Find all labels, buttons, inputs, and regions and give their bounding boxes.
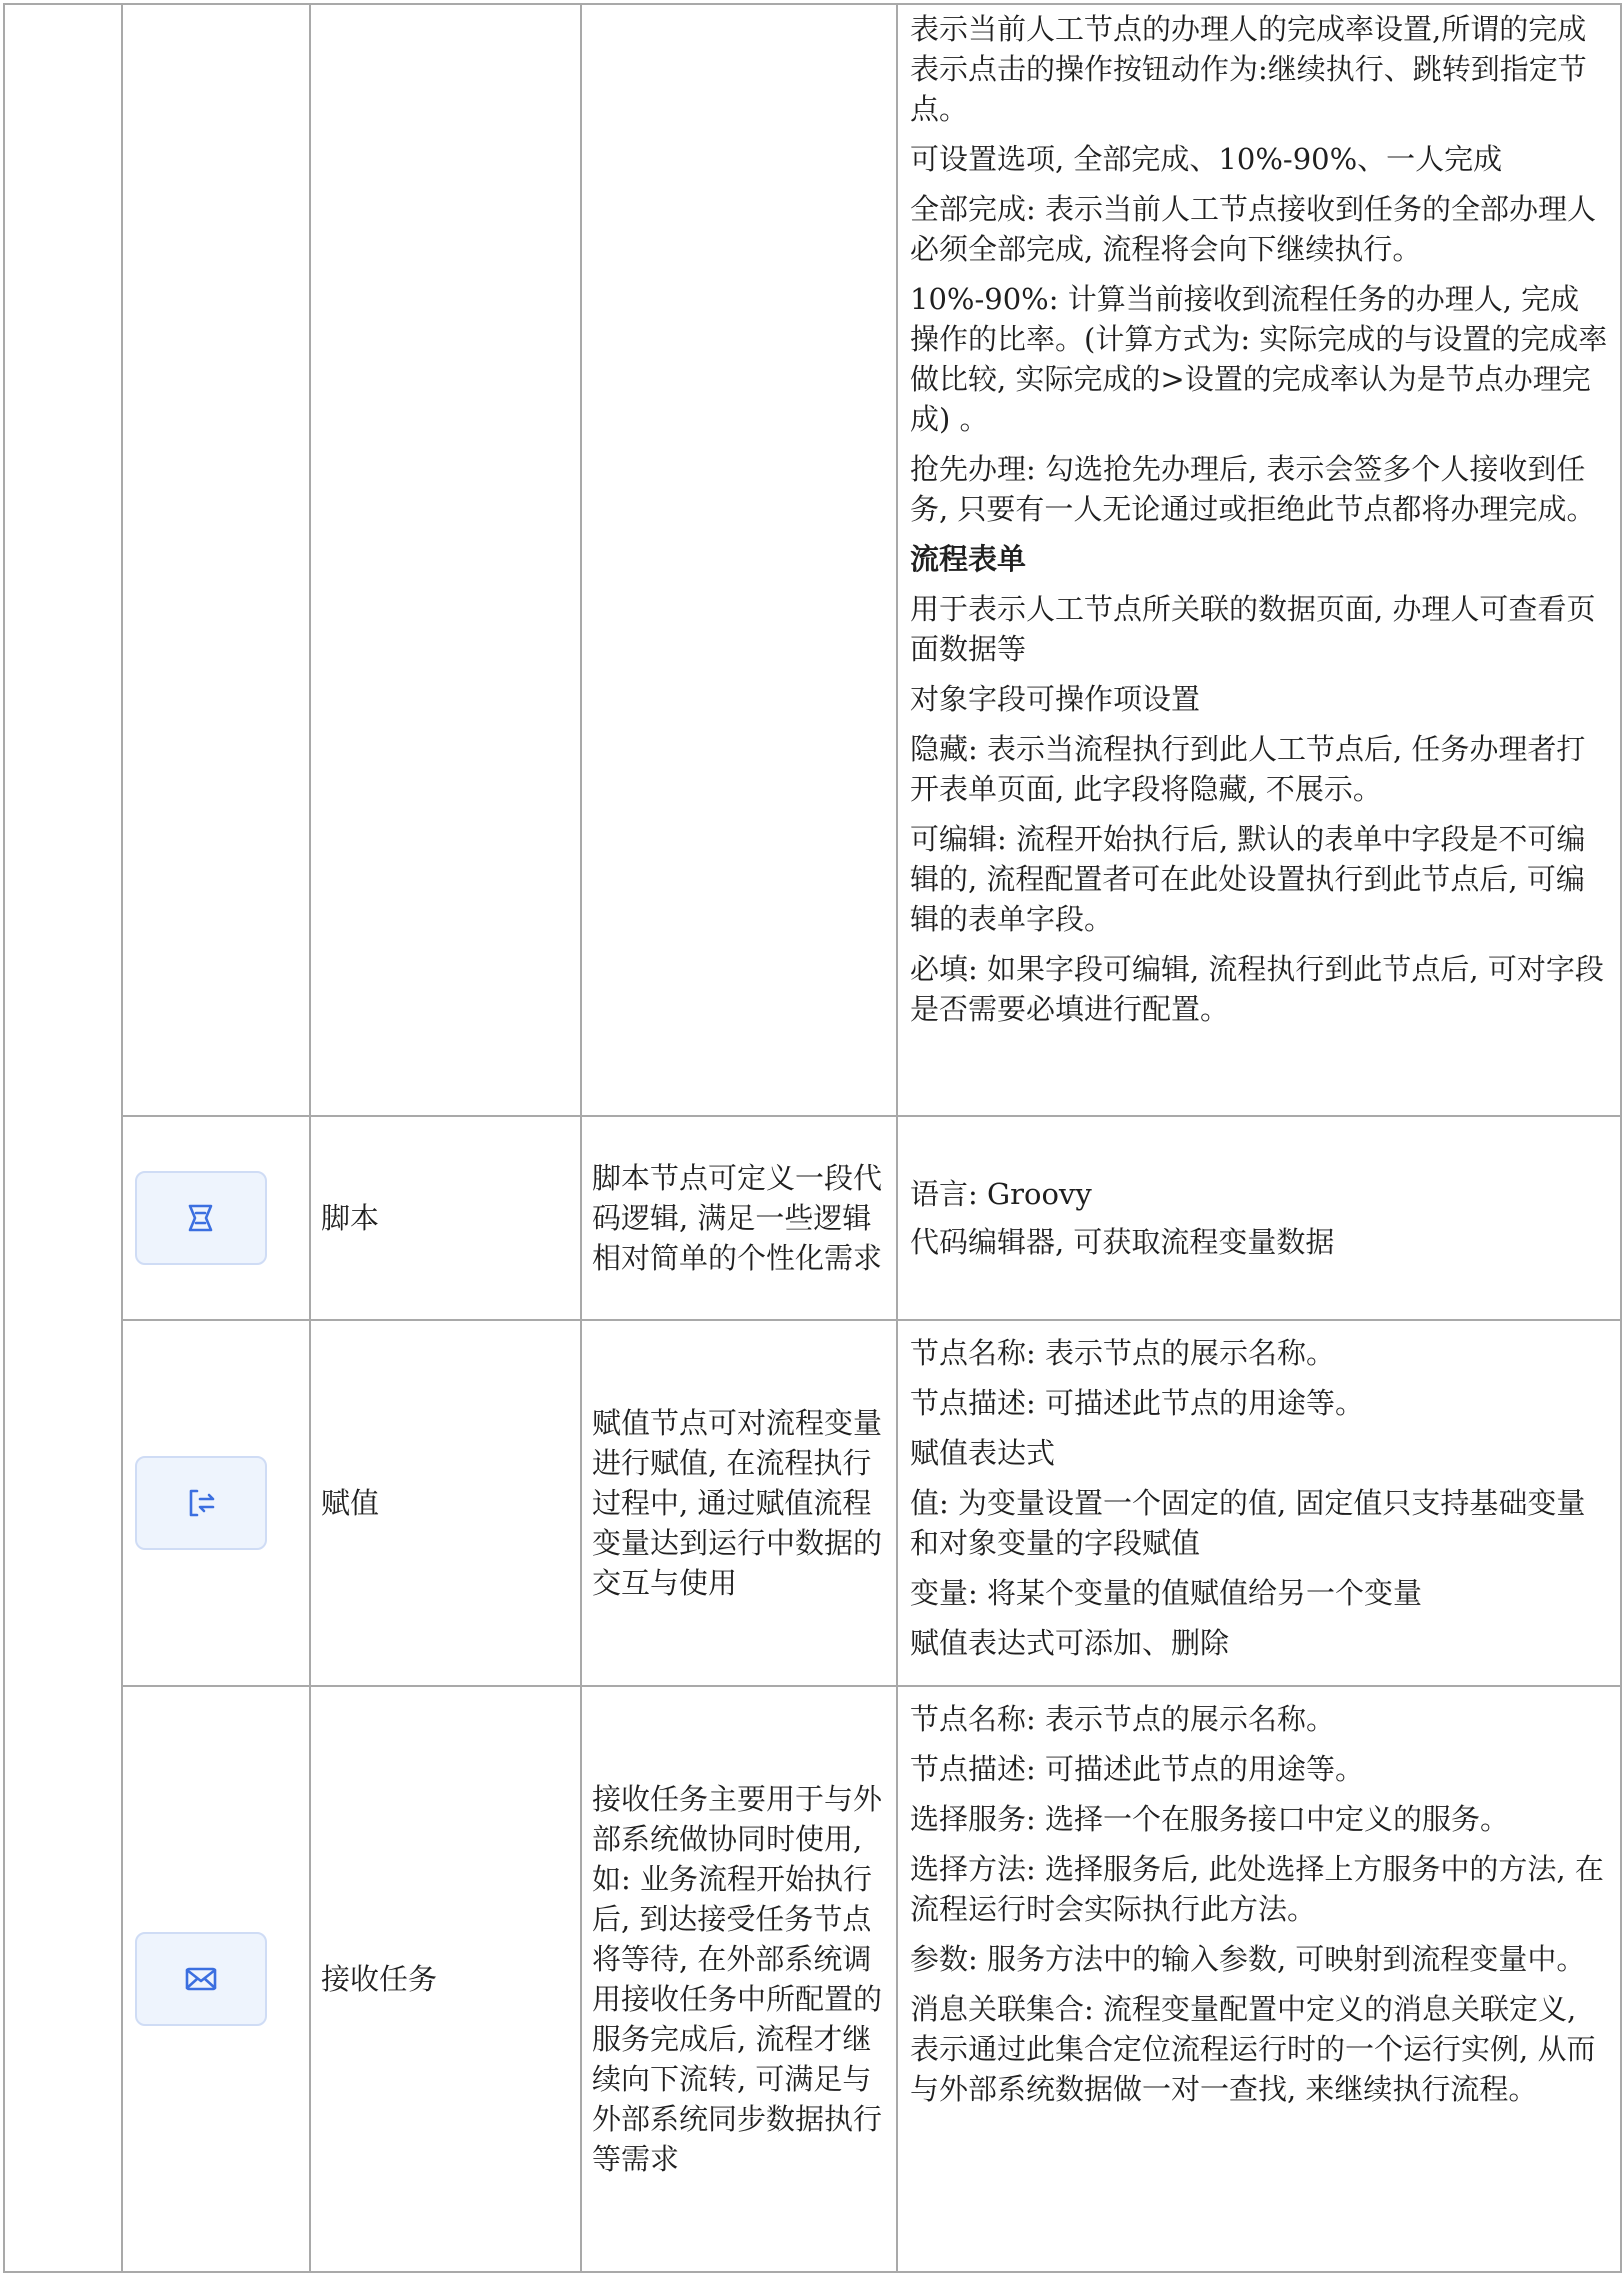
description-cell: [581, 4, 897, 1116]
detail-line: 抢先办理: 勾选抢先办理后, 表示会签多个人接收到任务, 只要有一人无论通过或拒绝此节点都将办理完成。: [910, 452, 1596, 526]
detail-cell: [897, 1320, 1621, 1686]
detail-line: 对象字段可操作项设置: [910, 682, 1201, 716]
detail-line: 赋值表达式: [910, 1436, 1056, 1470]
detail-line: 节点描述: 可描述此节点的用途等。: [910, 1752, 1364, 1786]
table-row-assign: [4, 1320, 1621, 1686]
mail-icon: [181, 1959, 221, 1999]
node-table: [3, 3, 1622, 2273]
detail-line: 用于表示人工节点所关联的数据页面, 办理人可查看页面数据等: [910, 592, 1596, 666]
detail-line: 语言: Groovy: [910, 1177, 1092, 1211]
script-icon: [181, 1198, 221, 1238]
script-node-icon-box: [135, 1171, 267, 1265]
receive-node-icon-box: [135, 1932, 267, 2026]
detail-line: 可设置选项, 全部完成、10%-90%、一人完成: [910, 142, 1503, 176]
node-name: 接收任务: [310, 1686, 581, 2272]
table-row-receive-task: [4, 1686, 1621, 2272]
detail-line: 可编辑: 流程开始执行后, 默认的表单中字段是不可编辑的, 流程配置者可在此处设置执行到此节点后, 可编辑的表单字段。: [910, 822, 1586, 936]
detail-line: 节点描述: 可描述此节点的用途等。: [910, 1386, 1364, 1420]
icon-cell: [122, 4, 310, 1116]
detail-cell: [897, 1116, 1621, 1320]
detail-line: 节点名称: 表示节点的展示名称。: [910, 1702, 1335, 1736]
detail-line: 选择方法: 选择服务后, 此处选择上方服务中的方法, 在流程运行时会实际执行此方法。: [910, 1852, 1604, 1926]
detail-line: 全部完成: 表示当前人工节点接收到任务的全部办理人必须全部完成, 流程将会向下继续执行。: [910, 192, 1596, 266]
icon-cell: [122, 1320, 310, 1686]
icon-cell: [122, 1116, 310, 1320]
detail-heading: 流程表单: [910, 542, 1027, 576]
icon-cell: [122, 1686, 310, 2272]
detail-line: 隐藏: 表示当流程执行到此人工节点后, 任务办理者打开表单页面, 此字段将隐藏, 不展示。: [910, 732, 1586, 806]
detail-line: 赋值表达式可添加、删除: [910, 1626, 1230, 1660]
detail-line: 值: 为变量设置一个固定的值, 固定值只支持基础变量和对象变量的字段赋值: [910, 1486, 1586, 1560]
detail-line: 代码编辑器, 可获取流程变量数据: [910, 1225, 1335, 1259]
node-description: 接收任务主要用于与外部系统做协同时使用, 如: 业务流程开始执行后, 到达接受任务节点将等待, 在外部系统调用接收任务中所配置的服务完成后, 流程才继续向下流转, 可满足与外部系统同步数据执行等需求: [581, 1686, 897, 2272]
detail-line: 选择服务: 选择一个在服务接口中定义的服务。: [910, 1802, 1509, 1836]
assign-icon: [181, 1483, 221, 1523]
node-name: 赋值: [310, 1320, 581, 1686]
assign-node-icon-box: [135, 1456, 267, 1550]
node-name: 脚本: [310, 1116, 581, 1320]
detail-line: 10%-90%: 计算当前接收到流程任务的办理人, 完成操作的比率。(计算方式为: 实际完成的与设置的完成率做比较, 实际完成的>设置的完成率认为是节点办理完成) 。: [910, 282, 1608, 436]
node-description: 赋值节点可对流程变量进行赋值, 在流程执行过程中, 通过赋值流程变量达到运行中数据的交互与使用: [581, 1320, 897, 1686]
detail-cell: [897, 4, 1621, 1116]
detail-line: 消息关联集合: 流程变量配置中定义的消息关联定义, 表示通过此集合定位流程运行时的一个运行实例, 从而与外部系统数据做一对一查找, 来继续执行流程。: [910, 1992, 1596, 2106]
node-description: 脚本节点可定义一段代码逻辑, 满足一些逻辑相对简单的个性化需求: [581, 1116, 897, 1320]
detail-line: 变量: 将某个变量的值赋值给另一个变量: [910, 1576, 1422, 1610]
detail-line: 必填: 如果字段可编辑, 流程执行到此节点后, 可对字段是否需要必填进行配置。: [910, 952, 1604, 1026]
detail-line: 节点名称: 表示节点的展示名称。: [910, 1336, 1335, 1370]
table-row-script: [4, 1116, 1621, 1320]
category-cell: [4, 4, 122, 2272]
name-cell: [310, 4, 581, 1116]
detail-line: 表示当前人工节点的办理人的完成率设置,所谓的完成表示点击的操作按钮动作为:继续执行、跳转到指定节点。: [910, 12, 1587, 126]
detail-cell: [897, 1686, 1621, 2272]
table-row-manual: [4, 4, 1621, 1116]
detail-line: 参数: 服务方法中的输入参数, 可映射到流程变量中。: [910, 1942, 1586, 1976]
